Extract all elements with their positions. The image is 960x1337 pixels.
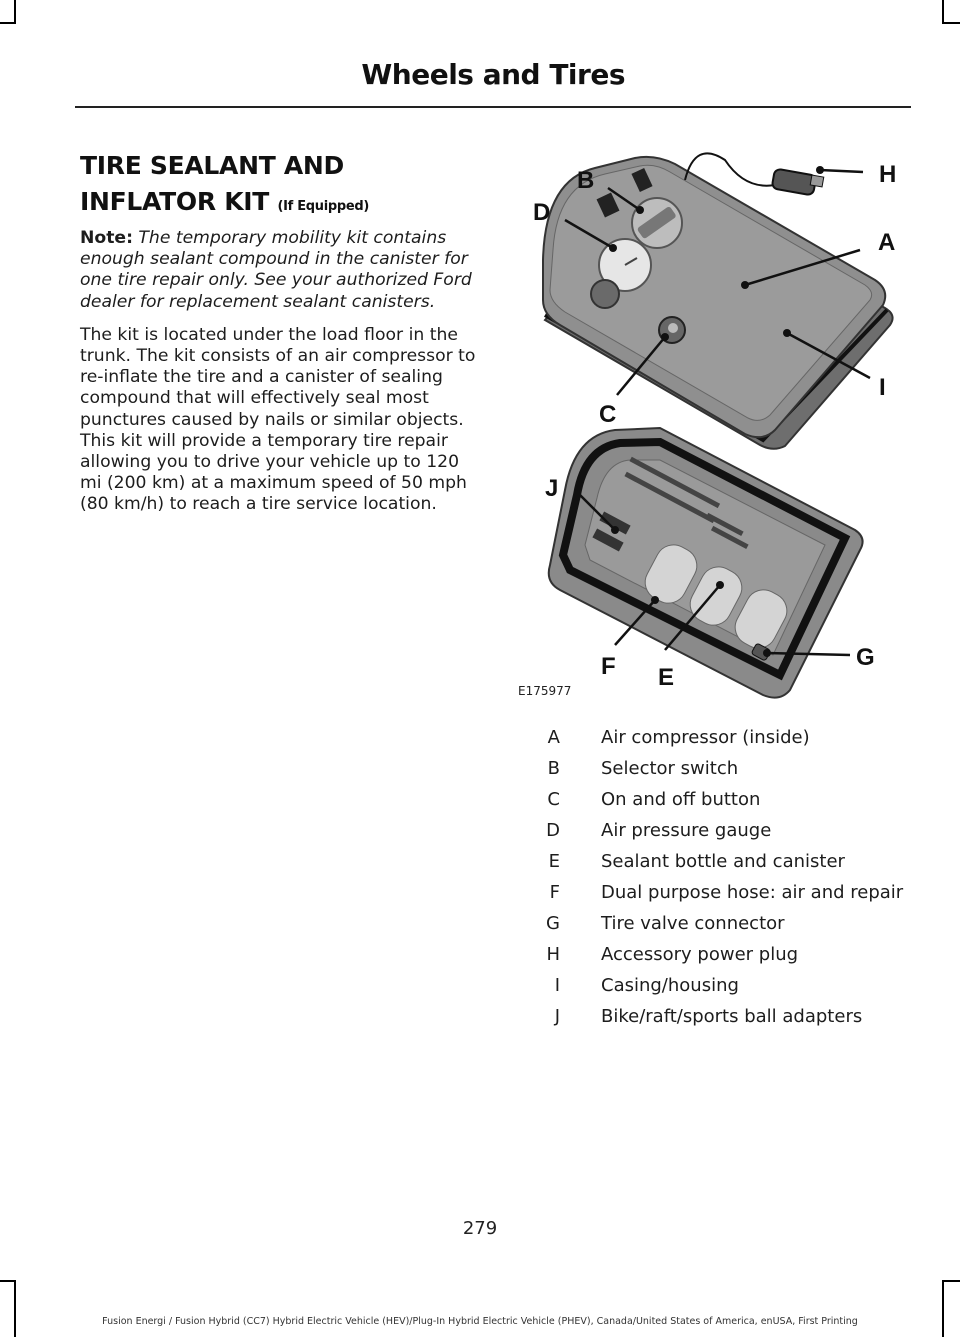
- callout-F: F: [601, 653, 616, 680]
- legend-description: Air compressor (inside): [601, 727, 810, 748]
- legend-letter: E: [548, 851, 560, 872]
- figure-id: E175977: [518, 684, 572, 698]
- legend-letter: D: [546, 820, 560, 841]
- legend-description: Casing/housing: [601, 975, 739, 996]
- compressor-unit: [543, 153, 896, 448]
- page-header-title: Wheels and Tires: [361, 58, 625, 91]
- callout-B: B: [577, 167, 595, 194]
- legend-description: Dual purpose hose: air and repair: [601, 882, 904, 903]
- page-number: 279: [462, 1218, 498, 1239]
- legend-item: [500, 815, 920, 846]
- legend-item: [500, 939, 920, 970]
- legend-letter: J: [554, 1006, 560, 1027]
- note-paragraph: [80, 228, 480, 313]
- callout-I: I: [879, 374, 886, 401]
- note-label: Note:: [80, 228, 133, 248]
- callout-E: E: [658, 664, 675, 691]
- sealant-canister-unit: [549, 428, 863, 698]
- legend-item: [500, 753, 920, 784]
- callout-H: H: [879, 161, 897, 188]
- legend-description: On and off button: [601, 789, 761, 810]
- legend-letter: H: [546, 944, 560, 965]
- legend-item: [500, 1001, 920, 1032]
- crop-mark: [942, 1280, 944, 1337]
- page-footer: Fusion Energi / Fusion Hybrid (CC7) Hybrid Electric Vehicle (HEV)/Plug-In Hybrid Electric Vehicle (PHEV), Canada/United States of America, enUSA, First Printing: [102, 1316, 858, 1327]
- crop-mark: [942, 1280, 960, 1282]
- section-title: [80, 148, 480, 225]
- legend-description: Accessory power plug: [601, 944, 799, 965]
- crop-mark: [14, 1280, 16, 1337]
- legend-item: [500, 846, 920, 877]
- note-text: The temporary mobility kit contains enough sealant compound in the canister for one tire repair only. See your authorized Ford dealer for replacement sealant canisters.: [80, 228, 472, 312]
- callout-G: G: [856, 644, 875, 671]
- callout-A: A: [878, 229, 896, 256]
- legend-letter: A: [547, 727, 560, 748]
- figure-legend: [500, 722, 920, 1032]
- socket-hole: [591, 280, 619, 308]
- power-plug: [772, 169, 817, 196]
- legend-item: [500, 722, 920, 753]
- callout-D: D: [533, 199, 551, 226]
- legend-item: [500, 970, 920, 1001]
- legend-item: [500, 784, 920, 815]
- legend-description: Bike/raft/sports ball adapters: [601, 1006, 863, 1027]
- legend-letter: B: [547, 758, 560, 779]
- header-divider: [75, 106, 911, 108]
- crop-mark: [942, 22, 960, 24]
- section-title-main: TIRE SEALANT AND INFLATOR KIT: [80, 151, 344, 216]
- sealant-kit-illustration: [505, 150, 915, 705]
- legend-description: Air pressure gauge: [601, 820, 772, 841]
- legend-item: [500, 877, 920, 908]
- legend-letter: C: [547, 789, 560, 810]
- callout-J: J: [545, 475, 559, 502]
- legend-item: [500, 908, 920, 939]
- crop-mark: [942, 0, 944, 22]
- callout-C: C: [599, 401, 617, 428]
- power-plug-tip: [810, 175, 824, 187]
- legend-description: Selector switch: [601, 758, 739, 779]
- legend-letter: F: [549, 882, 560, 903]
- section-title-qualifier: (If Equipped): [277, 199, 370, 214]
- crop-mark: [0, 1280, 16, 1282]
- legend-description: Tire valve connector: [601, 913, 785, 934]
- legend-letter: I: [554, 975, 560, 996]
- on-off-button-center: [668, 323, 678, 333]
- legend-description: Sealant bottle and canister: [601, 851, 845, 872]
- body-paragraph: The kit is located under the load floor in the trunk. The kit consists of an air compressor to re-inflate the tire and a canister of sealing compound that will effectively seal most punctures caused by nails or similar objects. This kit will provide a temporary tire repair allowing you to drive your vehicle up to 120 mi (200 km) at a maximum speed of 50 mph (80 km/h) to reach a tire service location.: [80, 324, 476, 515]
- crop-mark: [14, 0, 16, 22]
- body-column: [80, 228, 480, 528]
- legend-letter: G: [546, 913, 560, 934]
- crop-mark: [0, 22, 16, 24]
